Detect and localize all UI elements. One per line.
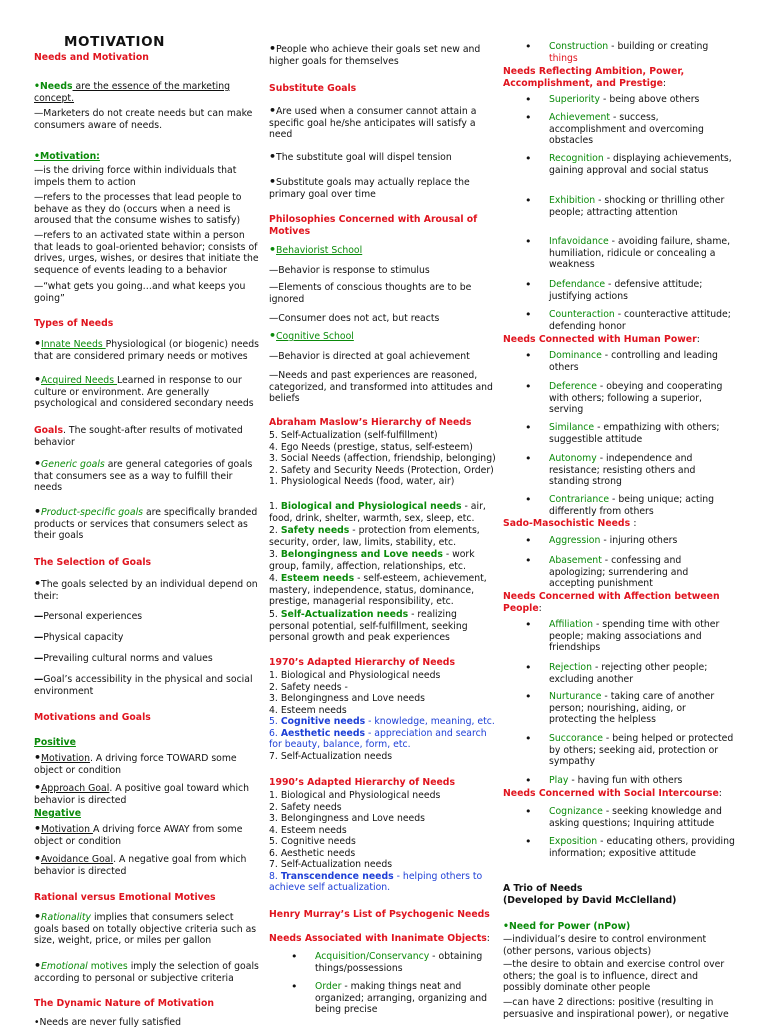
list-item: 2. Safety needs [269, 801, 342, 813]
paragraph: —is the driving force within individuals that impels them to action [34, 165, 237, 188]
subheading: (Developed by David McClelland) [503, 895, 677, 906]
paragraph: •Substitute goals may actually replace the primary goal over time [269, 175, 470, 200]
section-heading: Needs Concerned with Social Intercourse: [503, 788, 722, 799]
paragraph: —Marketers do not create needs but can make consumers aware of needs. [34, 108, 253, 131]
list-item: 4. Esteem needs - self-esteem, achievement, mastery, independence, status, dominance, prestige, managerial responsibility, etc. [269, 573, 487, 607]
list-item: • Superiority - being above others [525, 93, 700, 106]
paragraph: Goals. The sought-after results of motivated behavior [34, 425, 243, 448]
list-item: • Nurturance - taking care of another person; nourishing, aiding, or protecting the helpless [525, 690, 715, 725]
paragraph: •Motivation A driving force AWAY from some object or condition [34, 822, 243, 847]
list-item: 8. Transcendence needs - helping others to achieve self actualization. [269, 870, 483, 893]
list-item: 2. Safety and Security Needs (Protection, Order) [269, 464, 494, 476]
section-heading: Needs and Motivation [34, 52, 149, 63]
paragraph: •Emotional motives imply the selection of goals according to personal or subjective criteria [34, 959, 259, 984]
paragraph: •The goals selected by an individual depend on their: [34, 577, 258, 602]
list-item: • Autonomy - independence and resistance; resisting others and standing strong [525, 452, 696, 487]
list-item: 1. Physiological Needs (food, water, air) [269, 476, 455, 487]
section-heading: Substitute Goals [269, 83, 357, 94]
bullet-icon: • [34, 337, 42, 350]
paragraph: —can have 2 directions: positive (resulting in persuasive and inspirational power), or negative [503, 997, 729, 1020]
list-item: • Order - making things neat and organized; arranging, organizing and being precise [291, 980, 488, 1015]
list-item: 5. Self-Actualization (self-fulfillment) [269, 430, 438, 441]
paragraph: —“what gets you going…and what keeps you going” [34, 281, 246, 304]
document-title: MOTIVATION [64, 34, 166, 50]
subheading: Negative [34, 808, 82, 819]
list-item: • Recognition - displaying achievements, gaining approval and social status [525, 152, 732, 176]
list-item: —Physical capacity [34, 632, 124, 643]
section-heading: 1990’s Adapted Hierarchy of Needs [269, 777, 455, 788]
list-item: —Goal’s accessibility in the physical and social environment [34, 674, 253, 697]
list-item: • Construction - building or creating things [525, 40, 709, 64]
list-item: • Cognizance - seeking knowledge and asking questions; Inquiring attitude [525, 805, 722, 829]
paragraph: —Behavior is response to stimulus [269, 265, 430, 276]
section-heading: The Dynamic Nature of Motivation [34, 998, 214, 1009]
section-heading: A Trio of Needs [503, 883, 583, 894]
list-item: • Abasement - confessing and apologizing; surrendering and accepting punishment [525, 554, 689, 589]
paragraph: •Motivation: [34, 151, 100, 162]
list-item: 2. Safety needs - [269, 681, 348, 693]
section-heading: Needs Associated with Inanimate Objects: [269, 933, 490, 944]
list-item: • Dominance - controlling and leading others [525, 349, 718, 373]
section-heading: Needs Connected with Human Power: [503, 334, 700, 345]
section-heading: Sado-Masochistic Needs : [503, 518, 637, 529]
bullet-icon: • [291, 980, 298, 993]
paragraph: —refers to an activated state within a person that leads to goal-oriented behavior; consists of drives, urges, wishes, or desires that initiate the sequence of events leading to a behavior [34, 230, 259, 276]
paragraph: •Needs are the essence of the marketing concept. [34, 81, 230, 104]
paragraph: •The substitute goal will dispel tension [269, 150, 452, 163]
paragraph: —individual’s desire to control environment (other persons, various objects) [503, 934, 707, 957]
list-item: 3. Belongingness and Love needs [269, 813, 426, 824]
list-item: • Similance - empathizing with others; suggestible attitude [525, 421, 720, 445]
list-item: 7. Self-Actualization needs [269, 750, 393, 762]
list-item: 1. Biological and Physiological needs - air, food, drink, shelter, warmth, sex, sleep, etc. [269, 501, 486, 524]
paragraph: •Are used when a consumer cannot attain a specific goal he/she anticipates will satisfy a need [269, 104, 477, 140]
list-item: • Contrariance - being unique; acting differently from others [525, 493, 715, 517]
section-heading: Needs Concerned with Affection between People: [503, 591, 720, 614]
paragraph: •Rationality implies that consumers select goals based on totally objective criteria such as size, weight, price, or miles per gallon [34, 910, 257, 946]
list-item: • Achievement - success, accomplishment and overcoming obstacles [525, 111, 704, 146]
list-item: 1. Biological and Physiological needs [269, 790, 441, 801]
section-heading: Motivations and Goals [34, 712, 151, 723]
paragraph: •Avoidance Goal. A negative goal from which behavior is directed [34, 852, 247, 877]
subheading: •Need for Power (nPow) [503, 921, 631, 932]
list-item: • Defendance - defensive attitude; justifying actions [525, 278, 703, 302]
section-heading: Types of Needs [34, 318, 114, 329]
list-item: 7. Self-Actualization needs [269, 859, 393, 870]
list-item: 3. Belongingness and Love needs - work group, family, affection, relationships, etc. [269, 549, 475, 572]
list-item: 5. Cognitive needs - knowledge, meaning, etc. [269, 716, 495, 727]
list-item: • Exhibition - shocking or thrilling other people; attracting attention [525, 194, 725, 218]
list-item: • Affiliation - spending time with other people; making associations and friendships [525, 618, 720, 653]
subheading: Positive [34, 737, 76, 748]
maslow-list [269, 430, 499, 488]
list-item: • Exposition - educating others, providing information; expositive attitude [525, 835, 735, 859]
paragraph: •Innate Needs Physiological (or biogenic) needs that are considered primary needs or motives [34, 337, 260, 362]
list-item: • Counteraction - counteractive attitude; defending honor [525, 308, 731, 332]
paragraph: •Approach Goal. A positive goal toward which behavior is directed [34, 781, 250, 806]
section-heading: 1970’s Adapted Hierarchy of Needs [269, 657, 455, 668]
bullet-icon: • [291, 950, 298, 963]
list-item: 5. Self-Actualization needs - realizing personal potential, self-fulfillment, seeking personal growth and peak experiences [269, 609, 468, 643]
bullet-icon: • [34, 577, 42, 590]
paragraph: —Elements of conscious thoughts are to be ignored [269, 282, 472, 305]
paragraph: •People who achieve their goals set new and higher goals for themselves [269, 42, 481, 67]
list-item: 2. Safety needs - protection from elements, security, order, law, limits, stability, etc. [269, 525, 480, 548]
list-item: • Rejection - rejecting other people; excluding another [525, 661, 708, 685]
list-item: 6. Aesthetic needs - appreciation and search for beauty, balance, form, etc. [269, 727, 487, 750]
paragraph: •Generic goals are general categories of goals that consumers see as a way to fulfill their needs [34, 457, 253, 493]
paragraph: •Acquired Needs Learned in response to our culture or environment. Are generally psychological and considered secondary needs [34, 373, 254, 409]
paragraph: —Behavior is directed at goal achievement [269, 351, 470, 362]
paragraph: •Cognitive School [269, 329, 354, 342]
list-item: —Personal experiences [34, 611, 143, 622]
paragraph: —Needs and past experiences are reasoned, categorized, and transformed into attitudes and beliefs [269, 370, 493, 404]
list-item: —Prevailing cultural norms and values [34, 653, 213, 664]
paragraph: •Needs are never fully satisfied [34, 1017, 182, 1028]
paragraph: —the desire to obtain and exercise control over others; the goal is to influence, direct and possibly dominate other people [503, 959, 725, 993]
paragraph: •Motivation. A driving force TOWARD some object or condition [34, 751, 237, 776]
paragraph: •Behaviorist School [269, 243, 363, 256]
section-heading: Needs Reflecting Ambition, Power, Accomplishment, and Prestige: [503, 66, 685, 89]
bullet-icon: • [34, 505, 42, 518]
bullet-icon: • [34, 373, 42, 386]
list-item: 1. Biological and Physiological needs [269, 670, 441, 681]
paragraph: —refers to the processes that lead people to behave as they do (occurs when a need is aroused that the consume wishes to satisfy) [34, 192, 242, 226]
h1970-list [269, 670, 499, 762]
list-item: • Play - having fun with others [525, 774, 683, 787]
list-item: 5. Cognitive needs [269, 836, 356, 847]
list-item: • Succorance - being helped or protected by others; seeking aid, protection or sympathy [525, 732, 734, 767]
bullet-icon: • [525, 40, 532, 53]
section-heading: Henry Murray’s List of Psychogenic Needs [269, 909, 490, 920]
list-item: • Deference - obeying and cooperating with others; following a superior, serving [525, 380, 723, 415]
list-item: 4. Ego Needs (prestige, status, self-esteem) [269, 441, 473, 453]
list-item: 3. Belongingness and Love needs [269, 693, 426, 704]
paragraph: •Product-specific goals are specifically branded products or services that consumers select as their goals [34, 505, 258, 541]
section-heading: Abraham Maslow’s Hierarchy of Needs [269, 417, 472, 428]
list-item: 4. Esteem needs [269, 824, 347, 836]
paragraph: —Consumer does not act, but reacts [269, 313, 440, 324]
section-heading: The Selection of Goals [34, 557, 152, 568]
list-item: • Infavoidance - avoiding failure, shame, humiliation, ridicule or concealing a weakness [525, 235, 731, 270]
h1990-list [269, 790, 499, 894]
section-heading: Philosophies Concerned with Arousal of Motives [269, 214, 478, 237]
list-item: • Aggression - injuring others [525, 534, 678, 547]
list-item: 4. Esteem needs [269, 704, 347, 716]
list-item: 6. Aesthetic needs [269, 847, 356, 859]
list-item: • Acquisition/Conservancy - obtaining things/possessions [291, 950, 483, 974]
bullet-icon: • [34, 457, 42, 470]
section-heading: Rational versus Emotional Motives [34, 892, 216, 903]
list-item: 3. Social Needs (affection, friendship, belonging) [269, 453, 496, 464]
